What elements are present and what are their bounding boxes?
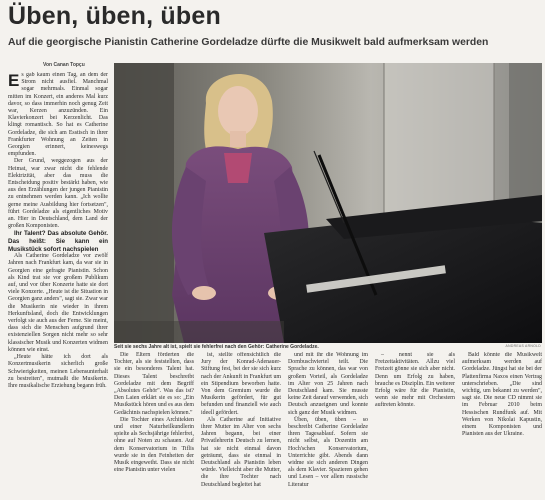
article-column-4	[288, 352, 368, 498]
paragraph: „Heute hätte ich dort als Konzertmusikerin sicherlich große Schwierigkeiten, meinen Lebensunterhalt zu bestreiten", mutmaßt die Musikerin. Ihre musikalische Erziehung begann früh.	[8, 354, 108, 389]
paragraph: Die Tochter eines Architekten und einer Naturheilkundlerin spielte als Sechsjährige fehlerfrei, ohne auf Noten zu schauen. Auf dem Konservatorium in Tiflis wurde sie in den Feinheiten der Musik eingeweiht. Dass sie nicht eine Pianistin unter vielen	[114, 416, 194, 474]
article-column-1	[8, 72, 108, 498]
paragraph: Der Grund, weggezogen aus der Heimat, war zwar nicht die fehlende Elektrizität, aber das muss die Entscheidung positiv bestärkt haben, wie aus den Erzählungen der jungen Pianistin zu entnehmen werden kann. „Ich wollte gerne meine Ausbildung hier fortsetzen", führt Gordeladze als eigentliches Motiv an. Hier in Deutschland, dem Land der großen Komponisten.	[8, 158, 108, 230]
paragraph: ist, stellte offensichtlich die Jury der Konrad-Adenauer-Stiftung fest, bei der sie sich kurz nach der Ankunft in Frankfurt um ein Stipendium beworben hatte. Von dem Gremium wurde die Musikerin gefördert, für gut befunden und finanziell wie auch ideell gefördert.	[201, 352, 281, 416]
article-column-2	[114, 352, 194, 498]
paragraph: Die Eltern förderten die Tochter, als sie feststellten, dass sie ein besonderes Talent hat. Dieses Talent beschreibt Gordeladze mit dem Begriff „Absolutes Gehör". Was das ist? Den Laien erklärt sie es so: „Ein Musikstück hören und es aus dem Gedächtnis nachspielen können."	[114, 352, 194, 416]
paragraph: – nennt sie als Freizeitaktivitäten. Allzu viel Freizeit gönne sie sich aber nicht. Denn um Erfolg zu haben, brauche es Disziplin. Ein weiterer Erfolg wäre für die Pianistin, wenn sie mehr mit Orchestern auftreten könnte.	[375, 352, 455, 409]
photo-caption: Seit sie sechs Jahre alt ist, spielt sie fehlerfrei nach den Gehör: Catherine Gordeladze.	[114, 344, 319, 350]
photo-credit: ANDREAS ARNOLD	[505, 344, 541, 348]
article-column-5	[375, 352, 455, 498]
subheadline: Auf die georgische Pianistin Catherine Gordeladze dürfte die Musikwelt bald aufmerksam werden	[8, 37, 489, 48]
pianist-photo-illustration	[114, 63, 542, 343]
article-photo	[114, 63, 542, 343]
intertitle: Ihr Talent? Das absolute Gehör. Das heißt: Sie kann ein Musikstück sofort nachspielen	[8, 230, 108, 253]
paragraph: Bald könnte die Musikwelt aufmerksam werden auf Gordeladze. Jüngst hat sie bei der Plattenfirma Naxos einen Vertrag unterschrieben. „Die sind wichtig, um bekannt zu werden", sagt sie. Die neue CD nimmt sie im Februar 2010 beim Hessischen Rundfunk auf. Mit Werken von Nikolai Kapustin, einem Komponisten und Pianisten aus der Ukraine.	[462, 352, 542, 438]
article-column-3	[201, 352, 281, 498]
paragraph: Als Catherine auf Initiative ihrer Mutter im Alter von sechs Jahren begann, bei einer Privatlehrerin Deutsch zu lernen, hat sie nicht einmal davon geträumt, dass sie einmal in Deutschland als Pianistin leben würde. Vielleicht aber die Mutter, die ihre Tochter nach Deutschland begleitet hat	[201, 416, 281, 488]
drop-cap: E	[8, 72, 20, 90]
first-paragraph	[8, 72, 108, 158]
article-column-6	[462, 352, 542, 498]
paragraph: und mit ihr die Wohnung im Dornbuschviertel teilt. Die Sprache zu können, das war von großem Vorteil, als Gordeladze im Alter von 25 Jahren nach Deutschland kam. Sie musste keine Zeit darauf verwenden, sich Deutsch anzueignen und konnte sich ganz der Musik widmen.	[288, 352, 368, 416]
paragraph: Als Catherine Gordeladze vor zwölf Jahren nach Frankfurt kam, da war sie in Georgien eine gefragte Pianistin. Schon als Kind trat sie vor großem Publikum auf, und vor über Konzerte hatte sie dort viele Konzerte. „Heute ist die Situation in Georgien ganz anders", sagt sie. Zwar war die Musikerin nie wieder in ihrem Herkunftsland, doch die Entwicklungen verfolgt sie auch aus der Ferne. Sie meint, dass sich die Menschen aufgrund ihrer existenziellen Sorgen nicht mehr so sehr klassischer Musik und Konzerten widmen können wie einst.	[8, 253, 108, 353]
byline: Von Canan Topçu	[43, 62, 85, 68]
paragraph: Üben, üben, üben – so beschreibt Catherine Gordeladze ihren Tagesablauf. Sofern sie nicht selbst, als Dozentin am Hoch'schen Konservatorium, Unterrichte gibt. Abends dann widme sie sich anderen Dingen als dem Klavier. Spazieren gehen und Lesen – vor allem russische Literatur	[288, 416, 368, 488]
headline: Üben, üben, üben	[8, 2, 221, 30]
first-paragraph-text: s gab kaum einen Tag, an dem der Strom nicht ausfiel. Manchmal sogar mehrmals. Einmal sogar mitten im Konzert, ein anderes Mal kurz davor, so dass immerhin noch genug Zeit war, Kerzen anzuzünden. Ein Klavierkonzert bei Kerzenlicht. Das klingt romantisch. So hat es Catherine Gordeladze, die sich am Esstisch in ihrer Frankfurter Wohnung an Zeiten in Georgien erinnert, keineswegs empfunden.	[8, 72, 108, 158]
